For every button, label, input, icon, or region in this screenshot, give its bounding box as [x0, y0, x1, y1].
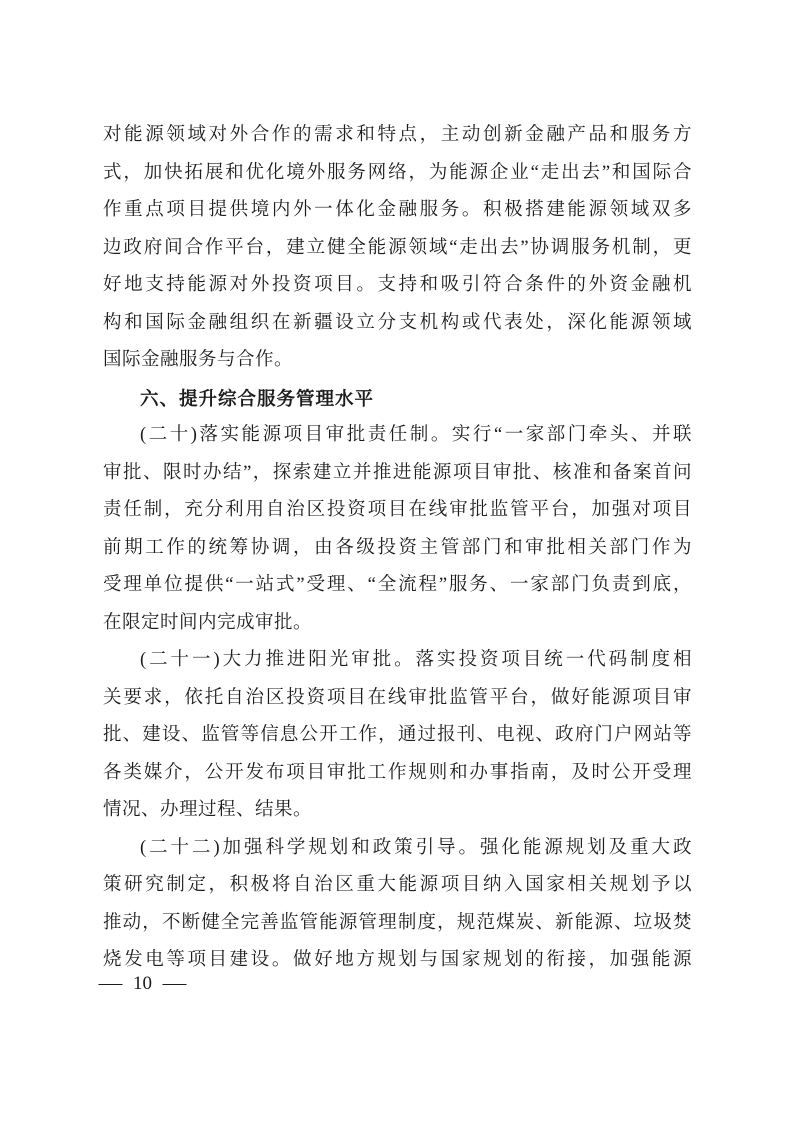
text-line: 策研究制定，积极将自治区重大能源项目纳入国家相关规划予以	[103, 875, 692, 895]
text-line: 各类媒介，公开发布项目审批工作规则和办事指南，及时公开受理	[103, 762, 692, 783]
text-line: 审批、限时办结”，探索建立并推进能源项目审批、核准和备案首问	[103, 462, 692, 483]
text-line: (二十)落实能源项目审批责任制。实行“一家部门牵头、并联	[140, 425, 692, 445]
text-line: 受理单位提供“一站式”受理、“全流程”服务、一家部门负责到底，	[103, 575, 692, 595]
text-line: (二十二)加强科学规划和政策引导。强化能源规划及重大政	[140, 837, 692, 858]
text-line: 推动，不断健全完善监管能源管理制度，规范煤炭、新能源、垃圾焚	[103, 912, 692, 933]
text-line: 烧发电等项目建设。做好地方规划与国家规划的衔接，加强能源	[103, 950, 692, 970]
text-line: 边政府间合作平台，建立健全能源领域“走出去”协调服务机制，更	[103, 237, 692, 258]
text-line: 在限定时间内完成审批。	[103, 612, 313, 633]
page-number: 10	[133, 973, 152, 994]
footer-dash-right: —	[162, 973, 187, 994]
text-line: 对能源领域对外合作的需求和特点，主动创新金融产品和服务方	[103, 125, 692, 145]
text-line: 作重点项目提供境内外一体化金融服务。积极搭建能源领域双多	[103, 200, 692, 220]
text-line: 情况、办理过程、结果。	[103, 800, 313, 820]
text-line: 前期工作的统筹协调，由各级投资主管部门和审批相关部门作为	[103, 537, 692, 558]
text-block	[103, 117, 692, 980]
text-line: 构和国际金融组织在新疆设立分支机构或代表处，深化能源领域	[103, 312, 692, 333]
text-line: (二十一)大力推进阳光审批。落实投资项目统一代码制度相	[140, 650, 692, 670]
text-line: 国际金融服务与合作。	[103, 350, 294, 370]
text-line: 好地支持能源对外投资项目。支持和吸引符合条件的外资金融机	[103, 275, 692, 295]
section-heading: 六、提升综合服务管理水平	[140, 387, 375, 409]
footer-dash-left: —	[98, 973, 123, 994]
page-footer	[98, 971, 187, 997]
text-line: 批、建设、监管等信息公开工作，通过报刊、电视、政府门户网站等	[103, 725, 692, 745]
text-line: 关要求，依托自治区投资项目在线审批监管平台，做好能源项目审	[103, 687, 692, 708]
text-line: 责任制，充分利用自治区投资项目在线审批监管平台，加强对项目	[103, 500, 692, 520]
text-line: 式，加快拓展和优化境外服务网络，为能源企业“走出去”和国际合	[103, 162, 692, 183]
